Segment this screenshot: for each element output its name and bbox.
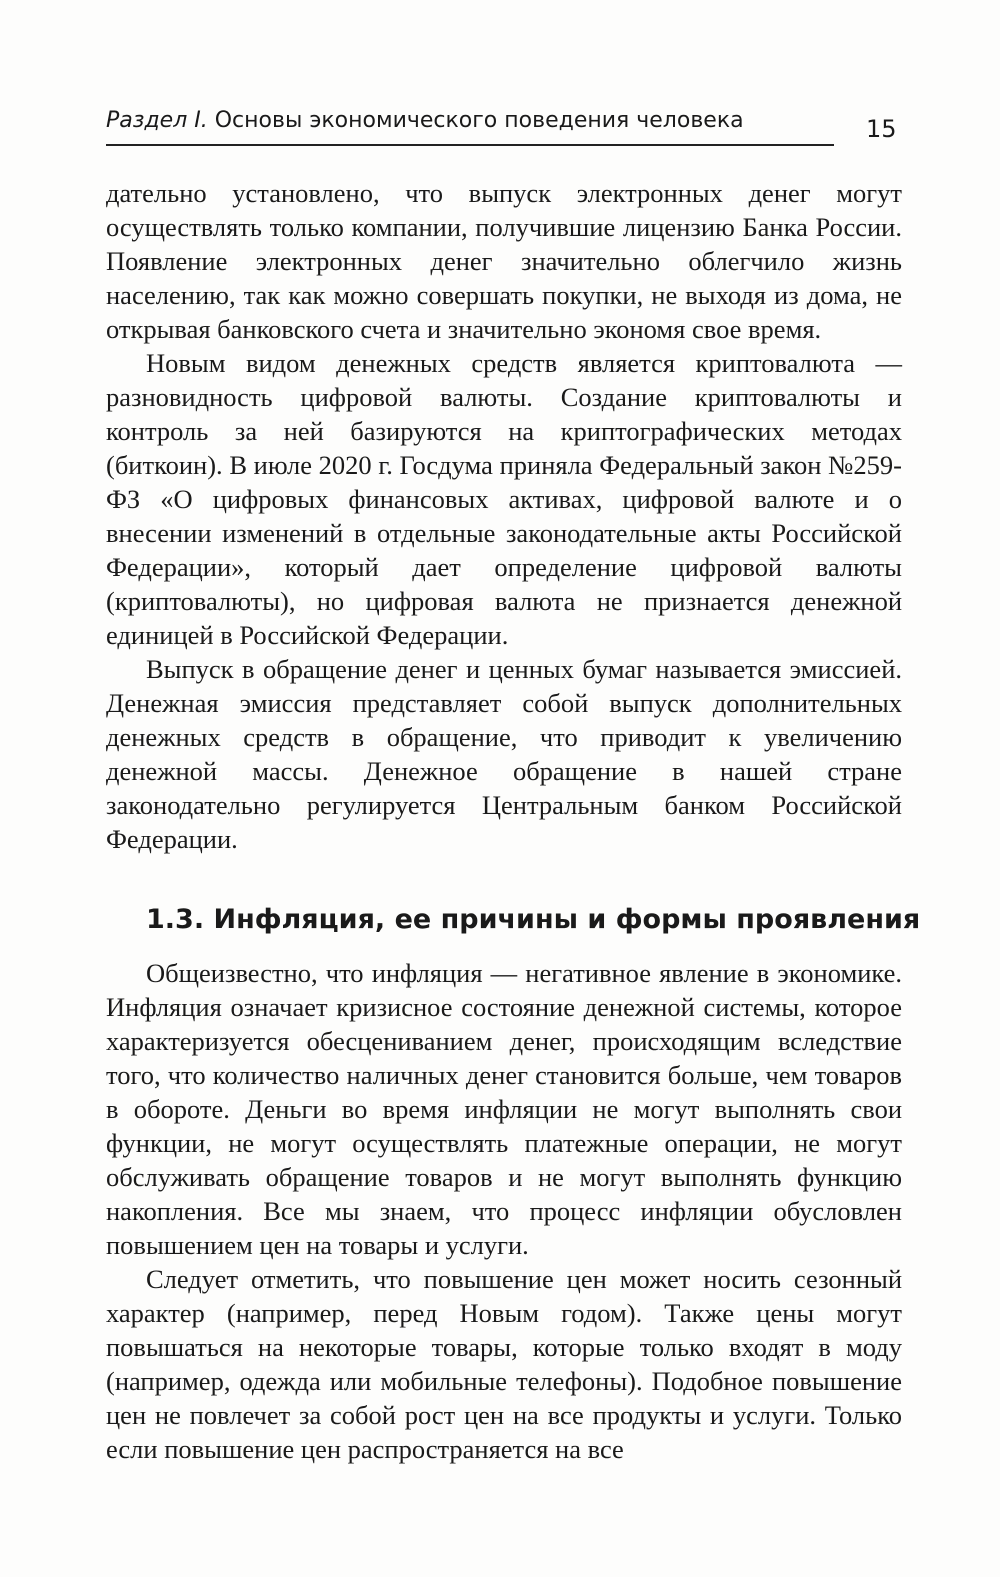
paragraph: Общеизвестно, что инфляция — негативное явление в экономике. Инфляция означает кризисное состояние денежной системы, которое характеризуется обесцениванием денег, происходящим вследствие того, что количество наличных денег становится больше, чем товаров в обороте. Деньги во время инфляции не могут выполнять свои функции, не могут осуществлять платежные операции, не могут обслуживать обращение товаров и не могут выполнять функцию накопления. Все мы знаем, что процесс инфляции обусловлен повышением цен на товары и услуги. [106,958,902,1260]
paragraph: Следует отметить, что повышение цен может носить сезонный характер (например, перед Новым годом). Также цены могут повышаться на некоторые товары, которые только входят в моду (например, одежда или мобильные телефоны). Подобное повышение цен не повлечет за собой рост цен на все продукты и услуги. Только если повышение цен распространяется на все [106,1264,902,1464]
body-text-top [106,176,902,856]
running-header-section: Раздел I. [106,108,208,133]
section-heading: 1.3. Инфляция, ее причины и формы проявления [146,904,921,935]
running-header [106,104,834,146]
body-text-bottom [106,956,902,1466]
paragraph: Новым видом денежных средств является криптовалюта — разновидность цифровой валюты. Создание криптовалюты и контроль за ней базируются на криптографических методах (биткоин). В июле 2020 г. Госдума приняла Федеральный закон №259-ФЗ «О цифровых финансовых активах, цифровой валюте и о внесении изменений в отдельные законодательные акты Российской Федерации», который дает определение цифровой валюты (криптовалюты), но цифровая валюта не признается денежной единицей в Российской Федерации. [106,348,902,650]
paragraph: Выпуск в обращение денег и ценных бумаг называется эмиссией. Денежная эмиссия представляет собой выпуск дополнительных денежных средств в обращение, что приводит к увеличению денежной массы. Денежное обращение в нашей стране законодательно регулируется Центральным банком Российской Федерации. [106,654,902,854]
page-number: 15 [866,115,897,143]
paragraph: дательно установлено, что выпуск электронных денег могут осуществлять только компании, получившие лицензию Банка России. Появление электронных денег значительно облегчило жизнь населению, так как можно совершать покупки, не выходя из дома, не открывая банковского счета и значительно экономя свое время. [106,178,902,344]
running-header-title: Основы экономического поведения человека [207,108,744,133]
